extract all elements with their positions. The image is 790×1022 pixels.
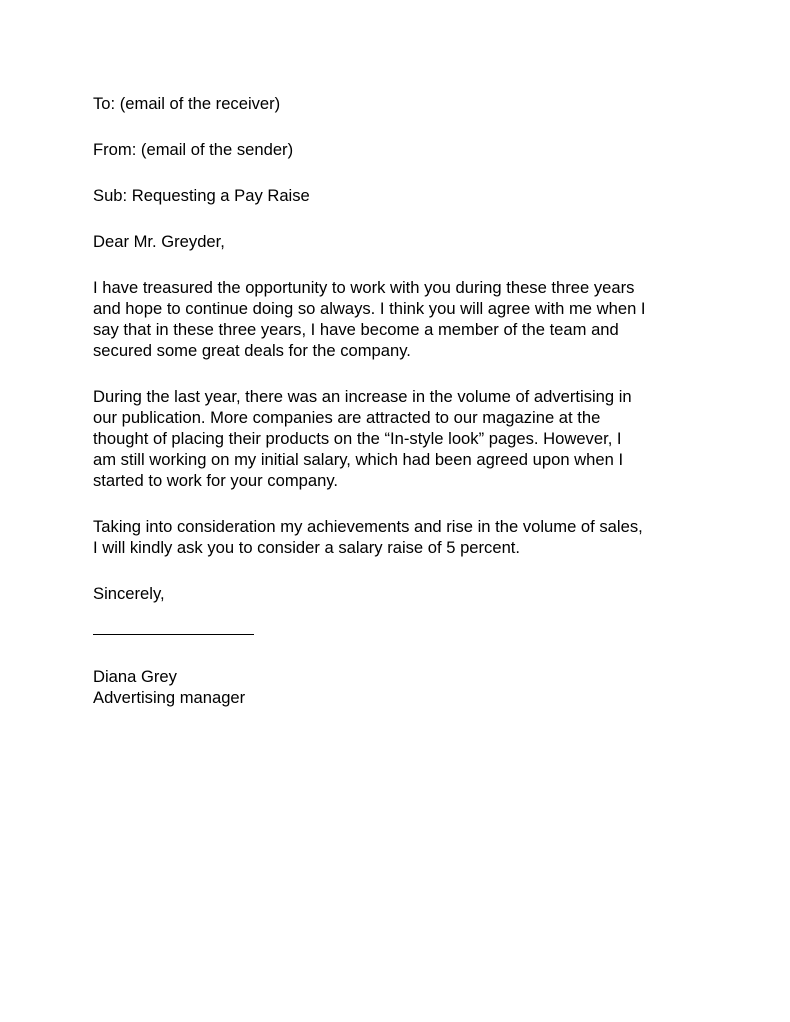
paragraph-line: am still working on my initial salary, which had been agreed upon when I	[93, 450, 624, 469]
paragraph-line: I will kindly ask you to consider a salary raise of 5 percent.	[93, 538, 521, 557]
paragraph-1	[93, 277, 713, 361]
letter-body	[93, 93, 713, 708]
paragraph-line: thought of placing their products on the “In-style look” pages. However, I	[93, 429, 622, 448]
paragraph-line: and hope to continue doing so always. I think you will agree with me when I	[93, 299, 646, 318]
paragraph-line: our publication. More companies are attracted to our magazine at the	[93, 408, 601, 427]
paragraph-line: Taking into consideration my achievements and rise in the volume of sales,	[93, 517, 643, 536]
signer-name: Diana Grey	[93, 667, 177, 686]
paragraph-3	[93, 516, 713, 558]
paragraph-line: say that in these three years, I have become a member of the team and	[93, 320, 619, 339]
closing: Sincerely,	[93, 584, 165, 603]
paragraph-line: started to work for your company.	[93, 471, 339, 490]
paragraph-line: I have treasured the opportunity to work with you during these three years	[93, 278, 635, 297]
signature-line	[93, 634, 254, 635]
paragraph-line: During the last year, there was an increase in the volume of advertising in	[93, 387, 632, 406]
subject-line: Sub: Requesting a Pay Raise	[93, 186, 310, 205]
salutation: Dear Mr. Greyder,	[93, 232, 225, 251]
paragraph-2	[93, 386, 713, 491]
from-line: From: (email of the sender)	[93, 140, 294, 159]
to-line: To: (email of the receiver)	[93, 94, 281, 113]
signer-title: Advertising manager	[93, 688, 246, 707]
paragraph-line: secured some great deals for the company.	[93, 341, 411, 360]
